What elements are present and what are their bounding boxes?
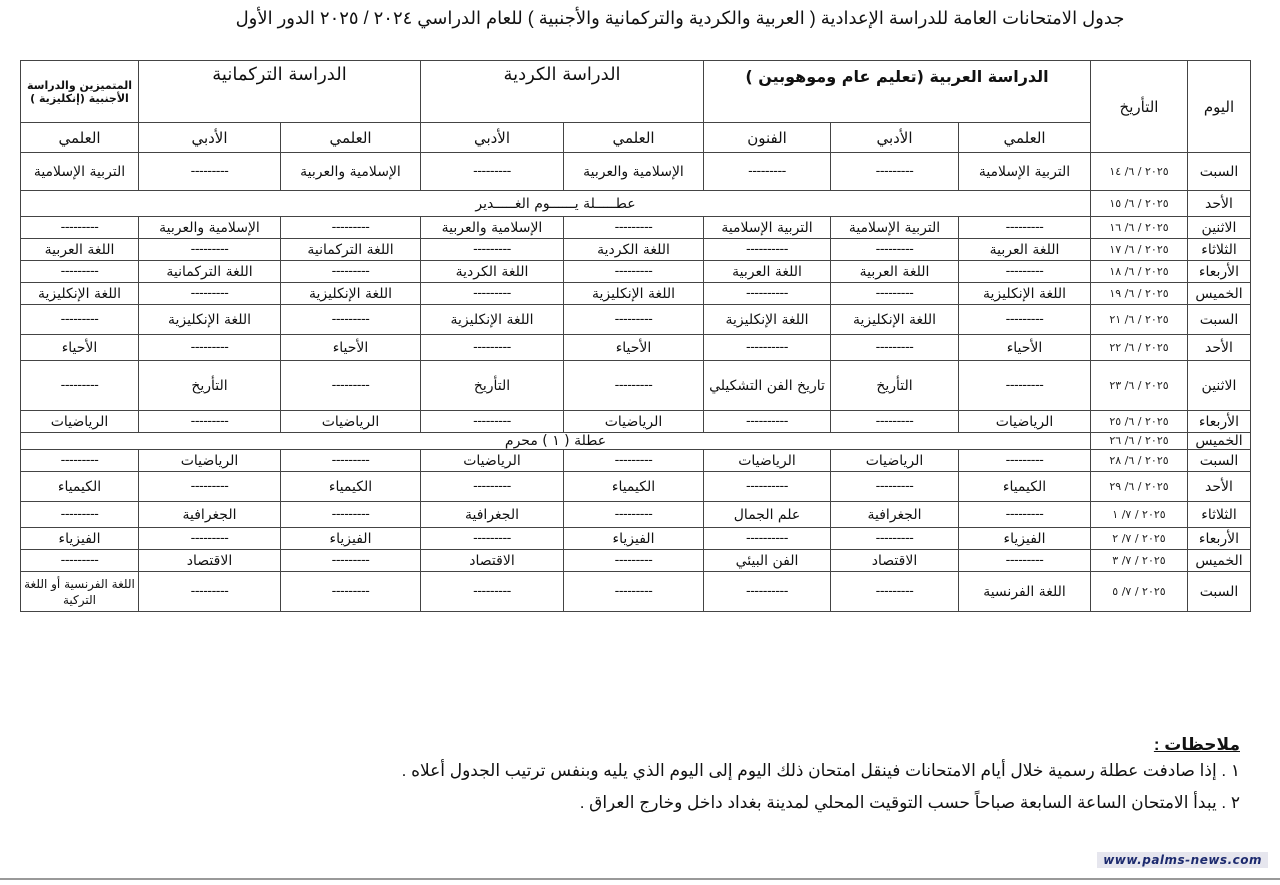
subject-cell: ---------: [831, 528, 959, 550]
date-cell: ٢٠٢٥ / ٦/ ١٥: [1091, 191, 1188, 217]
subject-cell: ---------: [959, 502, 1091, 528]
subject-cell: ---------: [21, 305, 139, 335]
subject-cell: الإسلامية والعربية: [139, 217, 281, 239]
subject-cell: اللغة الإنكليزية: [831, 305, 959, 335]
table-row: [21, 217, 1251, 239]
subject-cell: ----------: [704, 239, 831, 261]
table-row: [21, 411, 1251, 433]
subject-cell: ---------: [421, 528, 564, 550]
subject-cell: اللغة الفرنسية أو اللغة التركية: [21, 572, 139, 612]
subject-cell: اللغة الإنكليزية: [704, 305, 831, 335]
subject-cell: ---------: [421, 335, 564, 361]
subject-cell: ---------: [831, 283, 959, 305]
subject-cell: اللغة الإنكليزية: [421, 305, 564, 335]
watermark-link[interactable]: www.palms-news.com: [1097, 852, 1268, 868]
subject-cell: اللغة العربية: [831, 261, 959, 283]
subject-cell: الاقتصاد: [831, 550, 959, 572]
subject-cell: ---------: [421, 283, 564, 305]
subject-cell: ---------: [564, 550, 704, 572]
day-cell: السبت: [1188, 305, 1251, 335]
subject-cell: تاريخ الفن التشكيلي: [704, 361, 831, 411]
subject-cell: ---------: [139, 239, 281, 261]
subject-cell: ---------: [831, 572, 959, 612]
subject-cell: ---------: [281, 305, 421, 335]
bottom-divider: [0, 878, 1280, 880]
table-row: [21, 450, 1251, 472]
day-cell: الاثنين: [1188, 217, 1251, 239]
holiday-cell: عطـــــلة يــــــوم الغـــــدير: [21, 191, 1091, 217]
subject-cell: ---------: [21, 361, 139, 411]
subject-cell: ---------: [139, 153, 281, 191]
day-cell: الخميس: [1188, 283, 1251, 305]
subject-cell: الإسلامية والعربية: [281, 153, 421, 191]
subject-cell: ---------: [21, 550, 139, 572]
date-cell: ٢٠٢٥ / ٦/ ٢٦: [1091, 433, 1188, 450]
subject-cell: ---------: [831, 335, 959, 361]
day-cell: الأربعاء: [1188, 411, 1251, 433]
subject-cell: الفن البيئي: [704, 550, 831, 572]
subject-cell: ---------: [281, 261, 421, 283]
table-row: [21, 550, 1251, 572]
subject-cell: اللغة الإنكليزية: [959, 283, 1091, 305]
subject-cell: اللغة العربية: [21, 239, 139, 261]
subject-cell: الاقتصاد: [139, 550, 281, 572]
subject-cell: ---------: [21, 450, 139, 472]
subject-cell: ---------: [564, 261, 704, 283]
table-row: [21, 502, 1251, 528]
table-row: [21, 191, 1251, 217]
subject-cell: التربية الإسلامية: [831, 217, 959, 239]
subject-cell: ----------: [704, 283, 831, 305]
date-cell: ٢٠٢٥ / ٦/ ١٦: [1091, 217, 1188, 239]
date-cell: ٢٠٢٥ / ٦/ ١٩: [1091, 283, 1188, 305]
subject-cell: علم الجمال: [704, 502, 831, 528]
subject-cell: ---------: [139, 411, 281, 433]
subject-cell: الاقتصاد: [421, 550, 564, 572]
date-cell: ٢٠٢٥ / ٦/ ١٤: [1091, 153, 1188, 191]
day-cell: الخميس: [1188, 550, 1251, 572]
subject-cell: الكيمياء: [959, 472, 1091, 502]
subject-cell: الأحياء: [959, 335, 1091, 361]
table-row: [21, 153, 1251, 191]
subject-cell: الكيمياء: [21, 472, 139, 502]
date-cell: ٢٠٢٥ / ٦/ ٢١: [1091, 305, 1188, 335]
header-foreign-scientific: العلمي: [21, 123, 139, 153]
table-row: [21, 572, 1251, 612]
date-cell: ٢٠٢٥ / ٧/ ٣: [1091, 550, 1188, 572]
subject-cell: ---------: [959, 217, 1091, 239]
subject-cell: التربية الإسلامية: [704, 217, 831, 239]
subject-cell: ---------: [421, 153, 564, 191]
subject-cell: ----------: [704, 411, 831, 433]
subject-cell: الجغرافية: [421, 502, 564, 528]
date-cell: ٢٠٢٥ / ٦/ ١٨: [1091, 261, 1188, 283]
notes-heading: ملاحظات :: [1153, 735, 1240, 754]
subject-cell: الأحياء: [21, 335, 139, 361]
subject-cell: ---------: [21, 217, 139, 239]
date-cell: ٢٠٢٥ / ٦/ ٢٣: [1091, 361, 1188, 411]
table-row: [21, 239, 1251, 261]
table-row: [21, 528, 1251, 550]
note-item: ١ . إذا صادفت عطلة رسمية خلال أيام الامتحانات فينقل امتحان ذلك اليوم إلى اليوم الذي يليه وبنفس ترتيب الجدول أعلاه .: [401, 761, 1240, 780]
subject-cell: الكيمياء: [281, 472, 421, 502]
subject-cell: ---------: [281, 361, 421, 411]
subject-cell: اللغة العربية: [704, 261, 831, 283]
day-cell: الأحد: [1188, 335, 1251, 361]
day-cell: الخميس: [1188, 433, 1251, 450]
day-cell: الأربعاء: [1188, 528, 1251, 550]
subject-cell: ---------: [564, 361, 704, 411]
subject-cell: اللغة الإنكليزية: [281, 283, 421, 305]
date-cell: ٢٠٢٥ / ٦/ ٢٥: [1091, 411, 1188, 433]
subject-cell: ---------: [831, 153, 959, 191]
subject-cell: الرياضيات: [21, 411, 139, 433]
date-cell: ٢٠٢٥ / ٦/ ٢٢: [1091, 335, 1188, 361]
subject-cell: اللغة الإنكليزية: [564, 283, 704, 305]
day-cell: الثلاثاء: [1188, 502, 1251, 528]
holiday-cell: عطلة ( ١ ) محرم: [21, 433, 1091, 450]
header-group-kurdish: الدراسة الكردية: [421, 61, 704, 123]
date-cell: ٢٠٢٥ / ٦/ ١٧: [1091, 239, 1188, 261]
subject-cell: اللغة الإنكليزية: [21, 283, 139, 305]
notes-section: [402, 735, 1240, 825]
subject-cell: ---------: [564, 572, 704, 612]
table-row: [21, 433, 1251, 450]
day-cell: الثلاثاء: [1188, 239, 1251, 261]
subject-cell: اللغة التركمانية: [139, 261, 281, 283]
subject-cell: ---------: [421, 411, 564, 433]
date-cell: ٢٠٢٥ / ٦/ ٢٨: [1091, 450, 1188, 472]
subject-cell: ---------: [281, 450, 421, 472]
subject-cell: ----------: [704, 528, 831, 550]
subject-cell: التأريخ: [831, 361, 959, 411]
subject-cell: ---------: [959, 305, 1091, 335]
subject-cell: ---------: [21, 261, 139, 283]
header-group-foreign: المتميزين والدراسة الأجنبية (إنكليزية ): [21, 61, 139, 123]
subject-cell: ---------: [564, 305, 704, 335]
subject-cell: الجغرافية: [139, 502, 281, 528]
subject-cell: ---------: [564, 502, 704, 528]
day-cell: الاثنين: [1188, 361, 1251, 411]
header-day: اليوم: [1188, 61, 1251, 153]
subject-cell: التربية الإسلامية: [21, 153, 139, 191]
subject-cell: ---------: [564, 217, 704, 239]
subject-cell: ---------: [959, 261, 1091, 283]
subject-cell: اللغة الكردية: [421, 261, 564, 283]
subject-cell: الأحياء: [281, 335, 421, 361]
subject-cell: الرياضيات: [281, 411, 421, 433]
subject-cell: الرياضيات: [704, 450, 831, 472]
subject-cell: ---------: [139, 572, 281, 612]
subject-cell: ---------: [139, 472, 281, 502]
day-cell: السبت: [1188, 450, 1251, 472]
day-cell: الأحد: [1188, 191, 1251, 217]
subject-cell: الفيزياء: [21, 528, 139, 550]
subject-cell: ---------: [831, 472, 959, 502]
subject-cell: ---------: [831, 411, 959, 433]
subject-cell: ----------: [704, 572, 831, 612]
subject-cell: ---------: [281, 550, 421, 572]
subject-cell: ---------: [959, 450, 1091, 472]
subject-cell: ----------: [704, 335, 831, 361]
subject-cell: الرياضيات: [421, 450, 564, 472]
date-cell: ٢٠٢٥ / ٧/ ١: [1091, 502, 1188, 528]
table-row: [21, 472, 1251, 502]
subject-cell: الرياضيات: [139, 450, 281, 472]
page-title: جدول الامتحانات العامة للدراسة الإعدادية ( العربية والكردية والتركمانية والأجنبية ) للعام الدراسي ٢٠٢٤ / ٢٠٢٥ الدور الأول: [235, 8, 1125, 28]
date-cell: ٢٠٢٥ / ٧/ ٢: [1091, 528, 1188, 550]
subject-cell: التأريخ: [139, 361, 281, 411]
subject-cell: التأريخ: [421, 361, 564, 411]
subject-cell: ---------: [139, 283, 281, 305]
header-turkmen-scientific: العلمي: [281, 123, 421, 153]
subject-cell: ---------: [21, 502, 139, 528]
subject-cell: الإسلامية والعربية: [421, 217, 564, 239]
subject-cell: ---------: [959, 550, 1091, 572]
subject-cell: ---------: [831, 239, 959, 261]
day-cell: الأحد: [1188, 472, 1251, 502]
date-cell: ٢٠٢٥ / ٧/ ٥: [1091, 572, 1188, 612]
exam-schedule-table: [20, 60, 1251, 612]
subject-cell: ---------: [959, 361, 1091, 411]
table-row: [21, 261, 1251, 283]
date-cell: ٢٠٢٥ / ٦/ ٢٩: [1091, 472, 1188, 502]
header-arabic-arts: الفنون: [704, 123, 831, 153]
subject-cell: اللغة الكردية: [564, 239, 704, 261]
subject-cell: الفيزياء: [564, 528, 704, 550]
subject-cell: الرياضيات: [959, 411, 1091, 433]
day-cell: السبت: [1188, 572, 1251, 612]
subject-cell: ---------: [564, 450, 704, 472]
subject-cell: ---------: [139, 335, 281, 361]
table-row: [21, 283, 1251, 305]
table-row: [21, 305, 1251, 335]
table-row: [21, 361, 1251, 411]
subject-cell: ---------: [281, 572, 421, 612]
subject-cell: ---------: [281, 217, 421, 239]
subject-cell: ---------: [421, 472, 564, 502]
subject-cell: الأحياء: [564, 335, 704, 361]
subject-cell: اللغة التركمانية: [281, 239, 421, 261]
subject-cell: الفيزياء: [959, 528, 1091, 550]
subject-cell: الجغرافية: [831, 502, 959, 528]
subject-cell: ----------: [704, 472, 831, 502]
day-cell: الأربعاء: [1188, 261, 1251, 283]
subject-cell: الإسلامية والعربية: [564, 153, 704, 191]
subject-cell: الرياضيات: [831, 450, 959, 472]
note-item: ٢ . يبدأ الامتحان الساعة السابعة صباحاً حسب التوقيت المحلي لمدينة بغداد داخل وخارج العراق .: [579, 793, 1240, 812]
subject-cell: اللغة الإنكليزية: [139, 305, 281, 335]
subject-cell: التربية الإسلامية: [959, 153, 1091, 191]
subject-cell: ---------: [139, 528, 281, 550]
header-arabic-literary: الأدبي: [831, 123, 959, 153]
subject-cell: ---------: [281, 502, 421, 528]
header-arabic-scientific: العلمي: [959, 123, 1091, 153]
header-kurdish-literary: الأدبي: [421, 123, 564, 153]
subject-cell: ---------: [421, 572, 564, 612]
header-kurdish-scientific: العلمي: [564, 123, 704, 153]
header-group-arabic: الدراسة العربية (تعليم عام وموهوبين ): [704, 61, 1091, 123]
table-row: [21, 335, 1251, 361]
subject-cell: اللغة الفرنسية: [959, 572, 1091, 612]
header-turkmen-literary: الأدبي: [139, 123, 281, 153]
subject-cell: الكيمياء: [564, 472, 704, 502]
header-date: التأريخ: [1091, 61, 1188, 153]
subject-cell: الرياضيات: [564, 411, 704, 433]
day-cell: السبت: [1188, 153, 1251, 191]
subject-cell: ---------: [704, 153, 831, 191]
subject-cell: الفيزياء: [281, 528, 421, 550]
subject-cell: اللغة العربية: [959, 239, 1091, 261]
subject-cell: ---------: [421, 239, 564, 261]
header-group-turkmen: الدراسة التركمانية: [139, 61, 421, 123]
